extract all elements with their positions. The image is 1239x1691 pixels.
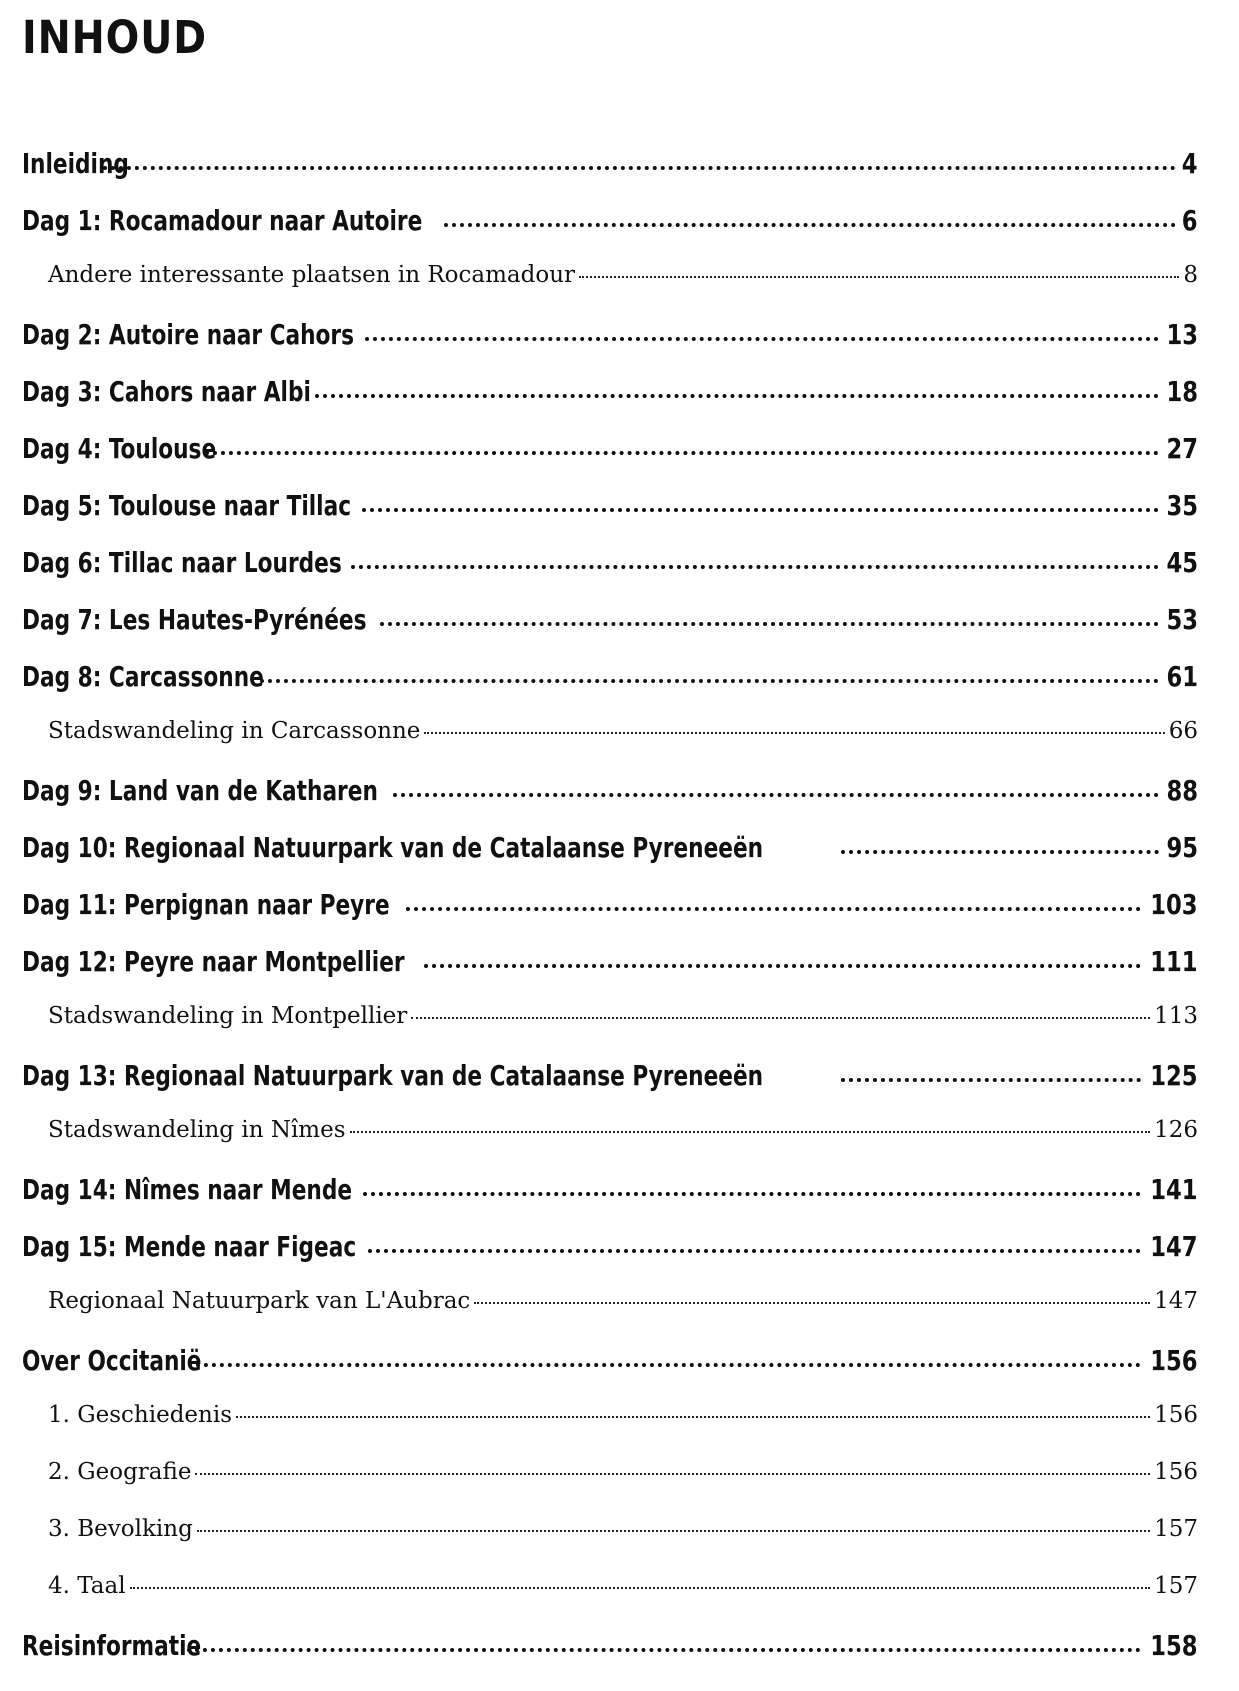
toc-entry[interactable] <box>22 316 1198 373</box>
dot-leader <box>195 1456 1150 1479</box>
toc-page-number: 27 <box>1166 432 1198 465</box>
toc-page-number: 126 <box>1154 1117 1198 1143</box>
toc-page-number: 113 <box>1154 1003 1198 1029</box>
toc-page-number: 147 <box>1150 1230 1198 1263</box>
dot-leader <box>444 202 1176 230</box>
dot-leader <box>474 1285 1150 1308</box>
toc-entry-label: Dag 5: Toulouse naar Tillac <box>22 489 352 522</box>
toc-entry-label: Andere interessante plaatsen in Rocamadour <box>48 262 576 288</box>
toc-subentry[interactable] <box>22 1000 1198 1057</box>
toc-page-number: 156 <box>1154 1402 1198 1428</box>
toc-entry[interactable] <box>22 202 1198 259</box>
dot-leader <box>841 1057 1142 1085</box>
toc-subentry[interactable] <box>22 1285 1198 1342</box>
dot-leader <box>406 886 1141 914</box>
toc-entry-label: 4. Taal <box>48 1573 126 1599</box>
toc-page-number: 156 <box>1150 1344 1198 1377</box>
toc-subentry[interactable] <box>22 1456 1198 1513</box>
toc-entry-label: Dag 9: Land van de Katharen <box>22 774 378 807</box>
dot-leader <box>368 1228 1142 1256</box>
toc-entry[interactable] <box>22 145 1198 202</box>
toc-entry-label: Stadswandeling in Montpellier <box>48 1003 408 1029</box>
toc-entry-label: Dag 6: Tillac naar Lourdes <box>22 546 342 579</box>
toc-entry-label: 1. Geschiedenis <box>48 1402 233 1428</box>
dot-leader <box>205 430 1159 458</box>
toc-entry-label: Dag 4: Toulouse <box>22 432 217 465</box>
dot-leader <box>365 316 1159 344</box>
toc-entry[interactable] <box>22 1627 1198 1684</box>
toc-entry-label: Dag 8: Carcassonne <box>22 660 264 693</box>
dot-leader <box>380 601 1159 629</box>
toc-page-number: 13 <box>1166 318 1198 351</box>
toc-entry[interactable] <box>22 886 1198 943</box>
toc-entry-label: Dag 3: Cahors naar Albi <box>22 375 311 408</box>
dot-leader <box>197 1513 1150 1536</box>
toc-page-number: 125 <box>1150 1059 1198 1092</box>
toc-entry-label: Inleiding <box>22 147 129 180</box>
toc-page-number: 6 <box>1182 204 1198 237</box>
dot-leader <box>188 1342 1142 1370</box>
dot-leader <box>363 1171 1142 1199</box>
toc-entry-label: Dag 10: Regionaal Natuurpark van de Catalaanse Pyreneeën <box>22 831 764 864</box>
toc-entry[interactable] <box>22 943 1198 1000</box>
toc-page-number: 18 <box>1166 375 1198 408</box>
toc-subentry[interactable] <box>22 715 1198 772</box>
toc-entry[interactable] <box>22 544 1198 601</box>
toc-subentry[interactable] <box>22 259 1198 316</box>
toc-entry[interactable] <box>22 829 1198 886</box>
toc-entry[interactable] <box>22 1228 1198 1285</box>
dot-leader <box>315 373 1159 401</box>
dot-leader <box>130 1570 1151 1593</box>
toc-entry-label: Dag 12: Peyre naar Montpellier <box>22 945 405 978</box>
toc-entry[interactable] <box>22 1171 1198 1228</box>
toc-entry[interactable] <box>22 1342 1198 1399</box>
toc-entry-label: Regionaal Natuurpark van L'Aubrac <box>48 1288 471 1314</box>
toc-page-number: 35 <box>1166 489 1198 522</box>
toc-entry[interactable] <box>22 373 1198 430</box>
toc-entry[interactable] <box>22 1057 1198 1114</box>
toc-page-number: 111 <box>1150 945 1198 978</box>
dot-leader <box>424 943 1142 971</box>
toc-entry-label: 2. Geografie <box>48 1459 192 1485</box>
page-title: INHOUD <box>22 11 207 64</box>
toc-page-number: 157 <box>1154 1573 1198 1599</box>
dot-leader <box>424 715 1164 738</box>
toc-page-number: 157 <box>1154 1516 1198 1542</box>
dot-leader <box>393 772 1159 800</box>
toc-entry-label: 3. Bevolking <box>48 1516 193 1542</box>
dot-leader <box>187 1627 1141 1655</box>
dot-leader <box>411 1000 1150 1023</box>
toc-entry-label: Reisinformatie <box>22 1629 202 1662</box>
dot-leader <box>236 1399 1150 1422</box>
toc-entry-label: Dag 1: Rocamadour naar Autoire <box>22 204 423 237</box>
toc-entry-label: Dag 13: Regionaal Natuurpark van de Catalaanse Pyreneeën <box>22 1059 764 1092</box>
dot-leader <box>841 829 1159 857</box>
toc-page-number: 147 <box>1154 1288 1198 1314</box>
toc-entry-label: Stadswandeling in Nîmes <box>48 1117 346 1143</box>
toc-page-number: 61 <box>1166 660 1198 693</box>
toc-page-number: 88 <box>1166 774 1198 807</box>
toc-subentry[interactable] <box>22 1513 1198 1570</box>
dot-leader <box>351 544 1159 572</box>
toc-entry-label: Dag 11: Perpignan naar Peyre <box>22 888 390 921</box>
toc-page-number: 45 <box>1166 546 1198 579</box>
toc-entry[interactable] <box>22 772 1198 829</box>
toc-page-number: 158 <box>1150 1629 1198 1662</box>
dot-leader <box>350 1114 1151 1137</box>
toc-subentry[interactable] <box>22 1114 1198 1171</box>
toc-page-number: 141 <box>1150 1173 1198 1206</box>
toc-entry[interactable] <box>22 601 1198 658</box>
dot-leader <box>260 658 1159 686</box>
toc-entry[interactable] <box>22 487 1198 544</box>
toc-page-number: 8 <box>1183 262 1198 288</box>
toc-page-number: 66 <box>1168 718 1198 744</box>
toc-entry-label: Dag 15: Mende naar Figeac <box>22 1230 357 1263</box>
toc-entry-label: Stadswandeling in Carcassonne <box>48 718 421 744</box>
dot-leader <box>362 487 1159 515</box>
toc-page-number: 95 <box>1166 831 1198 864</box>
toc-entry-label: Over Occitanië <box>22 1344 202 1377</box>
toc-subentry[interactable] <box>22 1399 1198 1456</box>
toc-entry[interactable] <box>22 658 1198 715</box>
toc-entry-label: Dag 14: Nîmes naar Mende <box>22 1173 353 1206</box>
toc-page-number: 4 <box>1182 147 1198 180</box>
table-of-contents <box>22 145 1198 1684</box>
toc-page-number: 53 <box>1166 603 1198 636</box>
toc-entry[interactable] <box>22 430 1198 487</box>
toc-page-number: 103 <box>1150 888 1198 921</box>
toc-subentry[interactable] <box>22 1570 1198 1627</box>
toc-page-number: 156 <box>1154 1459 1198 1485</box>
toc-entry-label: Dag 7: Les Hautes-Pyrénées <box>22 603 367 636</box>
dot-leader <box>103 145 1176 173</box>
toc-entry-label: Dag 2: Autoire naar Cahors <box>22 318 355 351</box>
dot-leader <box>579 259 1179 282</box>
